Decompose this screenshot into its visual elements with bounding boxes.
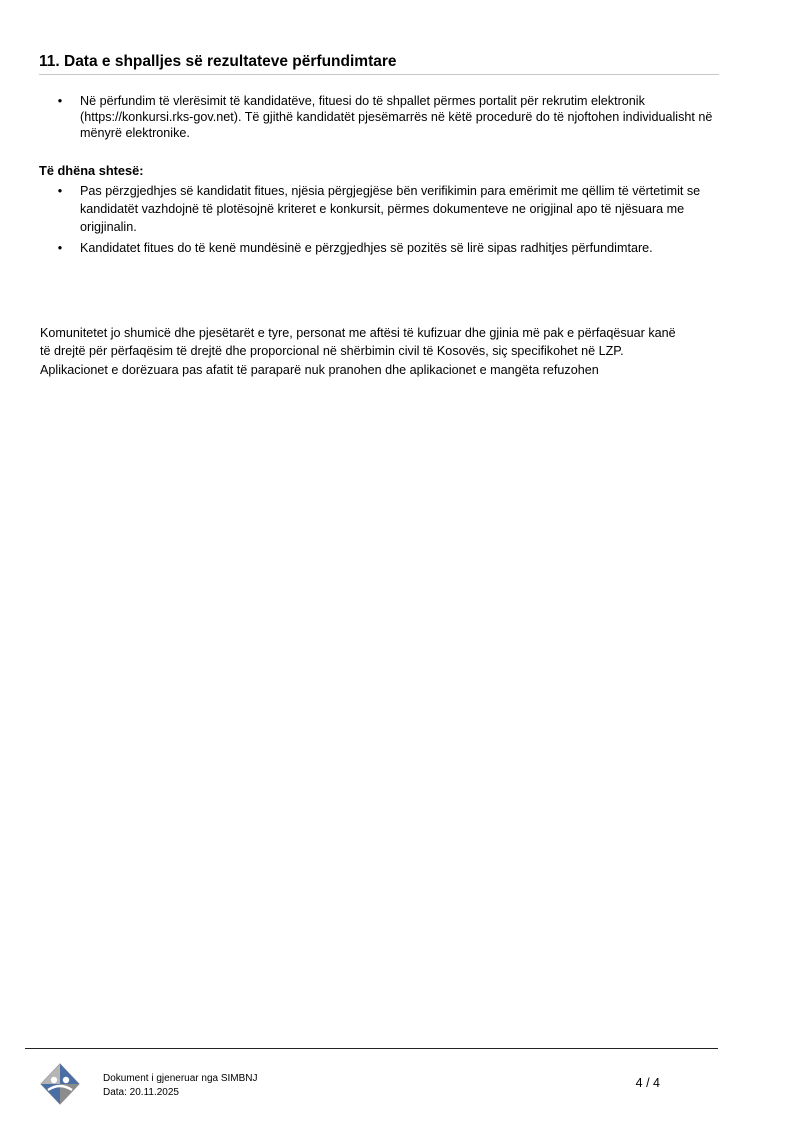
list-item-text: Pas përzgjedhjes së kandidatit fitues, njësia përgjegjëse bën verifikimin para emërimit me qëllim të vërtetimit se kandidatët vazhdojnë të plotësojnë kriteret e konkursit, përmes dokumenteve ne origjinal apo të njësuara me origjinalin. [80, 184, 701, 235]
list-item-text: Në përfundim të vlerësimit të kandidatëve, fituesi do të shpallet përmes portalit për rekrutim elektronik (https://konkursi.rks-gov.net). Të gjithë kandidatët pjesëmarrës në këtë procedurë do të njoftohen individualisht në mënyrë elektronike. [80, 94, 713, 140]
additional-info-heading: Të dhëna shtesë: [39, 163, 144, 178]
bullet-dot-icon: • [57, 184, 63, 198]
page-number: 4 / 4 [635, 1076, 660, 1090]
list-item [39, 239, 719, 257]
simbnj-logo-icon [39, 1062, 81, 1106]
notice-line: Aplikacionet e dorëzuara pas afatit të paraparë nuk pranohen dhe aplikacionet e mangëta refuzohen [40, 362, 599, 377]
bullet-dot-icon: • [57, 240, 63, 255]
notice-line: Komunitetet jo shumicë dhe pjesëtarët e tyre, personat me aftësi të kufizuar dhe gjinia më pak e përfaqësuar kanë [40, 326, 676, 340]
document-date: Data: 20.11.2025 [103, 1087, 179, 1098]
list-item [39, 182, 719, 237]
result-announcement-list [39, 93, 719, 143]
footer-divider [25, 1048, 718, 1049]
list-item [39, 93, 719, 141]
bullet-dot-icon: • [57, 94, 63, 108]
list-item-text: Kandidatet fitues do të kenë mundësinë e përzgjedhjes së pozitës së lirë sipas radhitjes përfundimtare. [80, 240, 653, 255]
notice-line: të drejtë për përfaqësim të drejtë dhe proporcional në shërbimin civil të Kosovës, siç specifikohet në LZP. [40, 344, 624, 359]
title-divider [39, 74, 719, 75]
additional-info-list [39, 182, 719, 259]
section-title: 11. Data e shpalljes së rezultateve përfundimtare [39, 53, 397, 70]
generated-by-text: Dokument i gjeneruar nga SIMBNJ [103, 1073, 258, 1084]
representation-notice [40, 324, 730, 379]
footer-info [103, 1072, 258, 1100]
